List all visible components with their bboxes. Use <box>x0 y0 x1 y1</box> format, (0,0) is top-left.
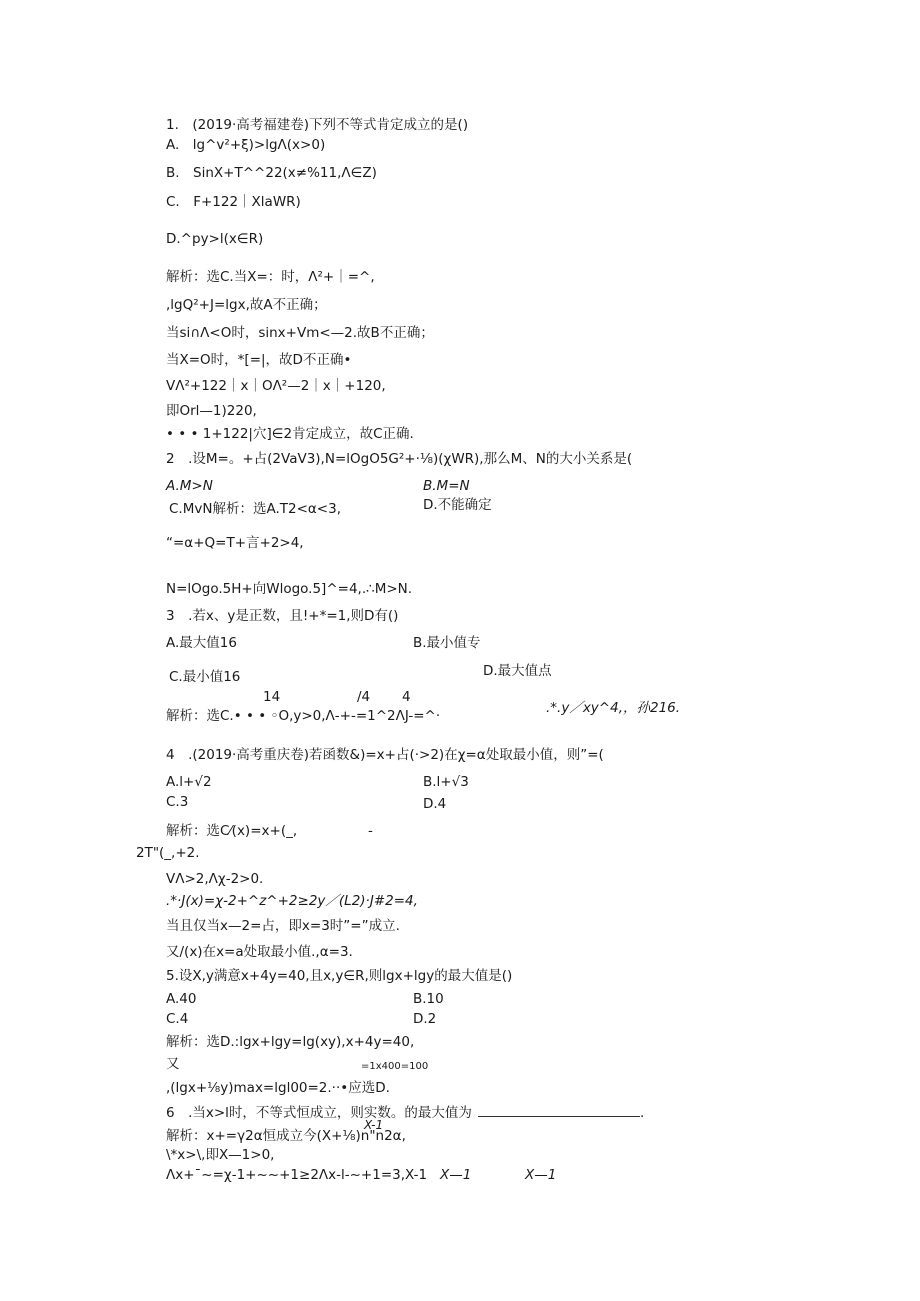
q3-fraction-top: 4 <box>402 689 411 705</box>
q1-solution-line: ,lgQ²+J=lgx,故A不正确； <box>166 297 327 313</box>
q2-stem: 2 .设M=。+占(2VaV3),N=lOgO5G²+·⅛)(χWR),那么M、N的大小关系是( <box>166 451 633 467</box>
q4-option-b: B.l+√3 <box>423 774 469 790</box>
q1-option-b: B. SinX+T^^22(x≠%11,Λ∈Z) <box>166 165 377 181</box>
q2-option-a: A.M>N <box>166 478 213 494</box>
q4-solution-line: .*·J(x)=χ-2+^z^+2≥2y／(L2)·J#2=4, <box>166 893 418 909</box>
q4-solution-line: 解析：选C⁄(x)=x+(_, <box>166 823 298 839</box>
q5-option-b: B.10 <box>413 991 444 1007</box>
q5-option-d: D.2 <box>413 1011 437 1027</box>
answer-blank <box>478 1104 640 1117</box>
q6-solution-line: 解析：x+=γ2α恒成立今(X+⅛)n"n2α, <box>166 1128 406 1144</box>
q3-fraction-top: 14 <box>263 689 281 705</box>
q1-option-d: D.^py>l(x∈R) <box>166 231 264 247</box>
q6-superscript: X-1 <box>364 1118 384 1132</box>
q1-option-c: C. F+122｜XlaWR) <box>166 194 301 210</box>
q1-solution-line: VΛ²+122｜x｜OΛ²—2｜x｜+120, <box>166 378 386 394</box>
q4-stem: 4 .(2019·高考重庆卷)若函数&)=x+占(·>2)在χ=α处取最小值，则”=( <box>166 747 604 763</box>
q4-solution-line: 当且仅当x—2=占，即x=3时”=”成立. <box>166 918 400 934</box>
q6-solution-line: Λx+ˉ~=χ-1+~~+1≥2Λx-l-~+1=3,X-1 <box>166 1167 428 1183</box>
q6-solution-term: X—1 <box>440 1167 472 1183</box>
q5-option-c: C.4 <box>166 1011 189 1027</box>
q6-solution-line: \*x>\,即X—1>0, <box>166 1147 275 1163</box>
q1-solution-line: 当X=O时，*[=|，故D不正确• <box>166 352 352 368</box>
q3-stem: 3 .若x、y是正数，且!+*=1,则D有() <box>166 608 399 624</box>
q4-solution-line: 又/(x)在x=a处取最小值.,α=3. <box>166 944 353 960</box>
q1-option-a: A. lg^v²+ξ)>lgΛ(x>0) <box>166 137 326 153</box>
q3-fraction-top: /4 <box>357 689 371 705</box>
q5-solution-line: 又 <box>166 1056 180 1072</box>
q3-option-b: B.最小值专 <box>413 635 481 651</box>
q1-solution-line: 即Orl—1)220, <box>166 403 257 419</box>
q1-stem: 1. (2019·高考福建卷)下列不等式肯定成立的是() <box>166 117 469 133</box>
q5-stem: 5.设X,y满意x+4y=40,且x,y∈R,则lgx+lgy的最大值是() <box>166 968 513 984</box>
q6-solution-term: X—1 <box>525 1167 557 1183</box>
q4-solution-line: VΛ>2,Λχ-2>0. <box>166 871 264 887</box>
q5-solution-line: 解析：选D.:lgx+lgy=lg(xy),x+4y=40, <box>166 1034 415 1050</box>
q3-solution-line: 解析：选C.• • • ◦O,y>0,Λ-+-=1^2ΛJ-=^· <box>166 708 441 724</box>
q6-stem-text: 6 .当x>l时，不等式恒成立，则实数。的最大值为 <box>166 1105 472 1121</box>
q4-option-d: D.4 <box>423 796 447 812</box>
q1-solution-line: • • • 1+122|穴]∈2肯定成立，故C正确. <box>166 426 414 442</box>
q2-option-c-solution: C.MvN解析：选A.T2<α<3, <box>169 501 341 517</box>
q4-option-c: C.3 <box>166 794 189 810</box>
q3-option-a: A.最大值16 <box>166 635 237 651</box>
q2-solution-line: N=lOgo.5H+向Wlogo.5]^=4,.∴M>N. <box>166 581 413 597</box>
q2-option-d: D.不能确定 <box>423 497 492 513</box>
q3-option-c: C.最小值16 <box>169 669 241 685</box>
q2-option-b: B.M=N <box>423 478 470 494</box>
q3-solution-right: .*.y／xy^4,，孙216. <box>546 700 681 716</box>
q4-solution-mark: - <box>368 823 373 839</box>
q3-option-d: D.最大值点 <box>483 663 552 679</box>
q4-option-a: A.l+√2 <box>166 774 212 790</box>
q5-option-a: A.40 <box>166 991 197 1007</box>
q6-stem-end: . <box>639 1105 645 1121</box>
q4-solution-line: 2T"(_,+2. <box>136 845 200 861</box>
q1-solution-line: 当si∩Λ<O时，sinx+Vm<—2.故B不正确； <box>166 325 434 341</box>
q2-solution-line: “=α+Q=T+言+2>4, <box>166 535 304 551</box>
q1-solution-line: 解析：选C.当X=：时，Λ²+｜=^, <box>166 269 375 285</box>
q5-solution-line: ,(lgx+⅛y)max=lgl00=2.··•应选D. <box>166 1080 390 1096</box>
q5-solution-small: =1x400=100 <box>361 1061 429 1072</box>
q6-stem <box>166 1104 644 1122</box>
